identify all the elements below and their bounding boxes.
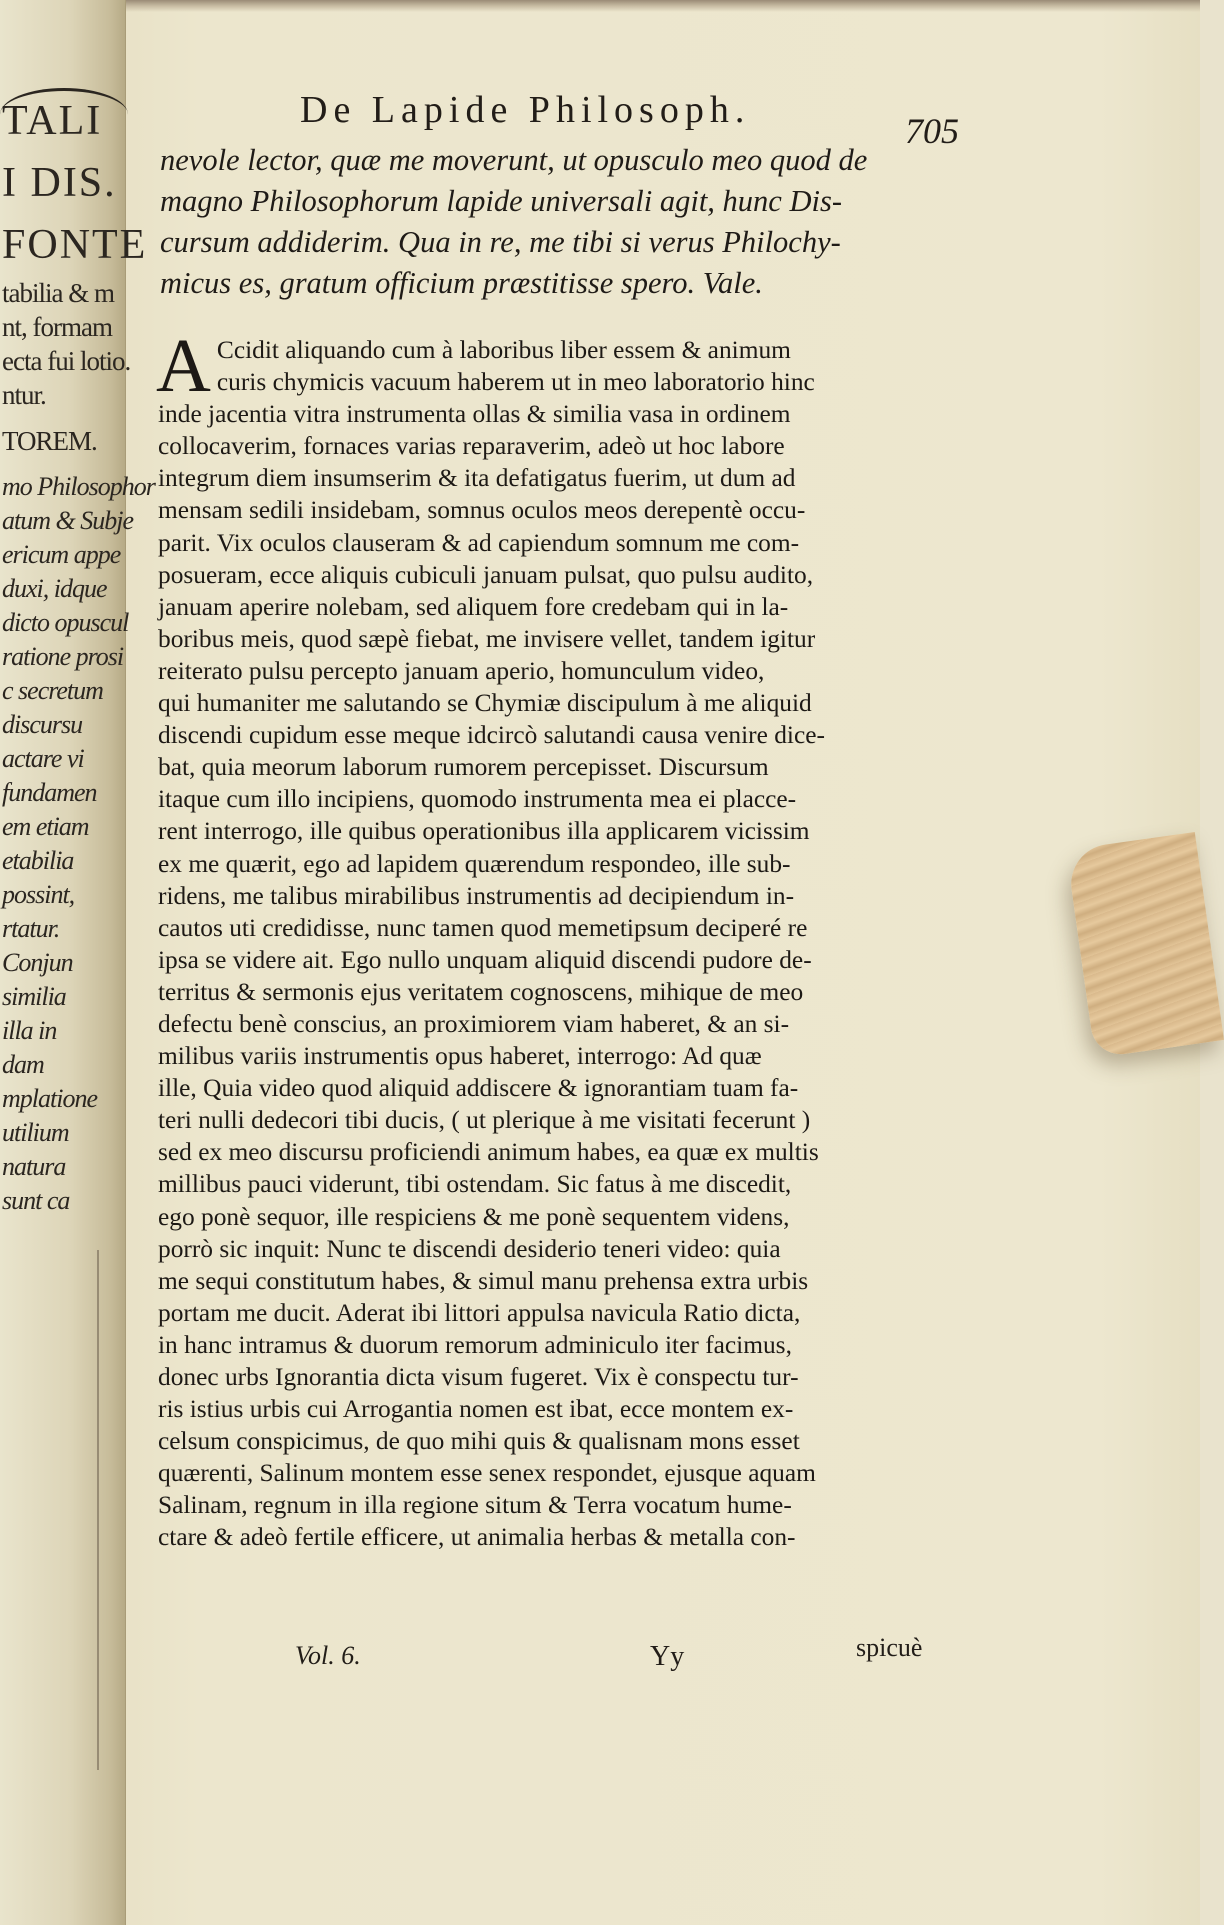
text-line: januam aperire nolebam, sed aliquem fore credebam qui in la-: [158, 592, 789, 621]
preface-line: nevole lector, quæ me moverunt, ut opusculo meo quod de: [160, 143, 868, 177]
left-text-line: tabilia & m: [2, 278, 114, 308]
wooden-page-weight: [1066, 832, 1224, 1058]
text-line: me sequi constitutum habes, & simul manu prehensa extra urbis: [158, 1266, 809, 1295]
text-line: celsum conspicimus, de quo mihi quis & qualisnam mons esset: [158, 1427, 800, 1456]
preface-line: cursum addiderim. Qua in re, me tibi si verus Philochy-: [160, 225, 841, 259]
text-line: rent interrogo, ille quibus operationibus illa applicarem vicissim: [158, 817, 810, 846]
left-text-line: dam: [2, 1050, 44, 1079]
text-line: Ccidit aliquando cum à laboribus liber essem & animum: [216, 336, 791, 364]
text-line: ego ponè sequor, ille respiciens & me ponè sequentem videns,: [158, 1202, 790, 1231]
text-line: donec urbs Ignorantia dicta visum fugeret. Vix è conspectu tur-: [158, 1363, 799, 1391]
drop-cap: A: [156, 324, 211, 408]
left-text-line: dicto opuscul: [2, 608, 129, 637]
left-text-line: ntur.: [2, 380, 46, 410]
left-text-line: mplatione: [2, 1084, 97, 1113]
main-text: [156, 324, 948, 1624]
left-text-line: mo Philosophor: [2, 472, 155, 501]
text-line: mensam sedili insidebam, somnus oculos meos derepentè occu-: [158, 496, 806, 525]
left-text-line: fundamen: [2, 778, 97, 807]
text-line: porrò sic inquit: Nunc te discendi desiderio teneri video: quia: [158, 1234, 781, 1263]
text-line: teri nulli dedecori tibi ducis, ( ut plerique à me visitati fecerunt ): [158, 1106, 811, 1135]
left-text-line: duxi, idque: [2, 574, 107, 603]
text-line: posueram, ecce aliquis cubiculi januam pulsat, quo pulsu audito,: [158, 560, 814, 589]
text-line: defectu benè conscius, an proximiorem viam haberet, & an si-: [158, 1009, 790, 1038]
left-column-rule: [97, 1250, 99, 1770]
running-head: De Lapide Philosoph.: [300, 89, 751, 131]
left-text-line: em etiam: [2, 812, 89, 841]
text-line: collocaverim, fornaces varias reparaverim, adeò ut hoc labore: [158, 432, 785, 461]
left-text-line: FONTE: [2, 222, 148, 268]
text-line: sed ex meo discursu proficiendi animum habes, ea quæ ex multis: [158, 1138, 819, 1167]
left-text-line: TOREM.: [2, 426, 97, 456]
preface-line: micus es, gratum officium præstitisse spero. Vale.: [160, 266, 763, 300]
text-line: parit. Vix oculos clauseram & ad capiendum somnum me com-: [158, 528, 800, 557]
text-line: discendi cupidum esse meque idcircò salutandi causa venire dice-: [158, 721, 825, 750]
text-line: qui humaniter me salutando se Chymiæ discipulum à me aliquid: [158, 689, 812, 718]
left-text-line: discursu: [2, 710, 83, 739]
text-line: itaque cum illo incipiens, quomodo instrumenta mea ei placce-: [158, 785, 797, 814]
text-line: integrum diem insumserim & ita defatigatus fuerim, ut dum ad: [158, 464, 796, 493]
text-line: cautos uti credidisse, nunc tamen quod memetipsum deciperé re: [158, 913, 808, 942]
text-line: ille, Quia video quod aliquid addiscere & ignorantiam tuam fa-: [158, 1074, 799, 1103]
text-line: millibus pauci viderunt, tibi ostendam. Sic fatus à me discedit,: [158, 1170, 792, 1199]
left-text-line: illa in: [2, 1016, 57, 1045]
text-line: ris istius urbis cui Arrogantia nomen est ibat, ecce montem ex-: [158, 1395, 794, 1424]
text-line: territus & sermonis ejus veritatem cognoscens, mihique de meo: [158, 977, 804, 1006]
left-text-line: c secretum: [2, 676, 103, 705]
left-text-line: ecta fui lotio.: [2, 346, 131, 376]
text-line: ipsa se videre ait. Ego nullo unquam aliquid discendi pudore de-: [158, 945, 812, 974]
text-line: inde jacentia vitra instrumenta ollas & similia vasa in ordinem: [158, 400, 791, 429]
left-text-line: rtatur.: [2, 914, 60, 943]
left-text-line: sunt ca: [2, 1186, 70, 1215]
left-text-line: actare vi: [2, 744, 84, 773]
preface-line: magno Philosophorum lapide universali agit, hunc Dis-: [160, 184, 842, 218]
left-text-line: nt, formam: [2, 312, 112, 342]
text-line: reiterato pulsu percepto januam aperio, homunculum video,: [158, 656, 765, 685]
text-line: ctare & adeò fertile efficere, ut animalia herbas & metalla con-: [158, 1523, 796, 1552]
left-text-line: ratione prosi: [2, 642, 124, 671]
left-text-line: ericum appe: [2, 540, 121, 569]
text-line: in hanc intramus & duorum remorum adminiculo iter facimus,: [158, 1330, 792, 1359]
text-line: ex me quærit, ego ad lapidem quærendum respondeo, ille sub-: [158, 849, 791, 878]
page-top-edge: [120, 0, 1200, 12]
text-line: boribus meis, quod sæpè fiebat, me invisere vellet, tandem igitur: [158, 624, 816, 653]
text-line: ridens, me talibus mirabilibus instrumentis ad decipiendum in-: [158, 881, 795, 910]
left-text-line: utilium: [2, 1118, 69, 1147]
page-number: 705: [905, 111, 959, 151]
left-text-line: atum & Subje: [2, 506, 133, 535]
left-text-line: possint,: [2, 880, 75, 909]
text-line: portam me ducit. Aderat ibi littori appulsa navicula Ratio dicta,: [158, 1298, 801, 1327]
text-line: quærenti, Salinum montem esse senex respondet, ejusque aquam: [158, 1459, 816, 1488]
gathering-mark: Yy: [650, 1641, 685, 1672]
left-text-line: natura: [2, 1152, 66, 1181]
text-line: milibus variis instrumentis opus haberet, interrogo: Ad quæ: [158, 1042, 762, 1071]
volume-signature: Vol. 6.: [295, 1641, 361, 1670]
left-text-line: similia: [2, 982, 66, 1011]
left-heading-line: I DIS.: [2, 160, 117, 206]
left-text-line: etabilia: [2, 846, 74, 875]
left-page-text: [2, 90, 155, 1850]
text-line: Salinam, regnum in illa regione situm & Terra vocatum hume-: [158, 1491, 792, 1520]
left-text-line: Conjun: [2, 948, 73, 977]
left-heading-line: TALI: [2, 98, 103, 144]
text-line: bat, quia meorum laborum rumorem percepisset. Discursum: [158, 753, 769, 782]
catchword: spicuè: [856, 1633, 923, 1662]
text-line: curis chymicis vacuum haberem ut in meo laboratorio hinc: [216, 368, 815, 397]
preface-italic: [160, 140, 965, 320]
